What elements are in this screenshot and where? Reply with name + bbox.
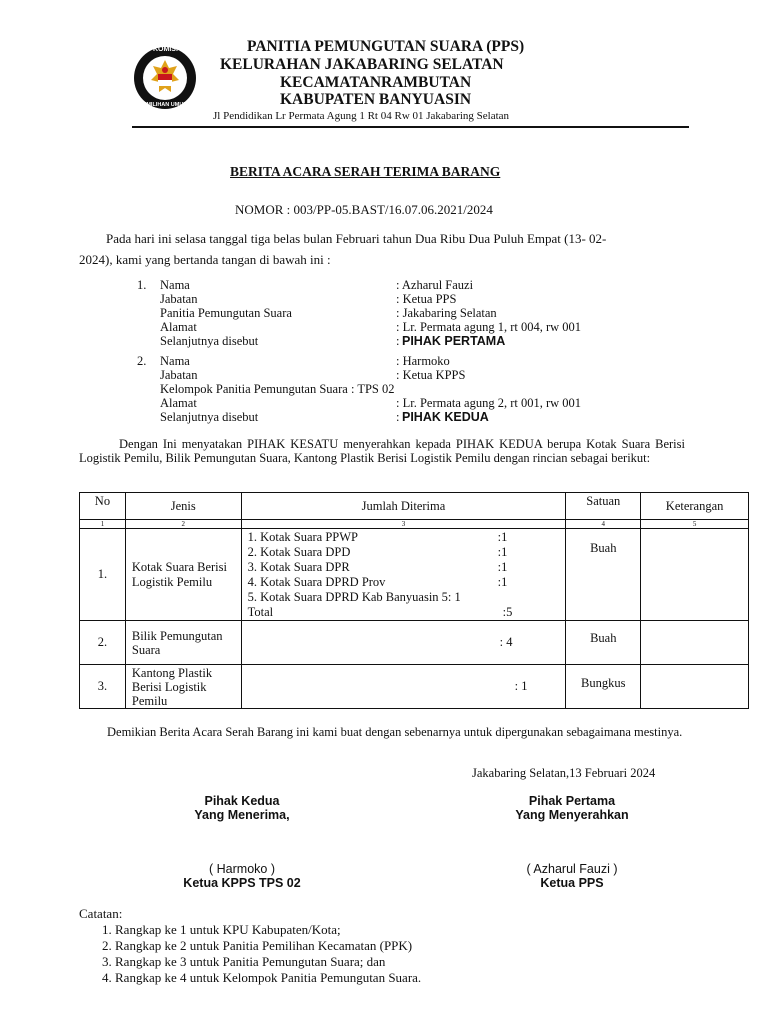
party1-value: : Ketua PPS (396, 292, 457, 306)
header-address: Jl Pendidikan Lr Permata Agung 1 Rt 04 Rw 01 Jakabaring Selatan (213, 110, 510, 122)
signature-right-sub: Yang Menyerahkan (515, 808, 629, 822)
row1-total-value: :5 (502, 605, 513, 619)
row3-satuan: Bungkus (566, 665, 641, 709)
logo-text-top: KOMISI (153, 46, 178, 53)
row1-item (248, 530, 560, 545)
logo-text-bottom: PEMILIHAN UMUM (139, 102, 188, 108)
party1-value: : Azharul Fauzi (396, 278, 474, 292)
signature-left-role: Ketua KPPS TPS 02 (183, 876, 301, 890)
row1-item-label: 4. Kotak Suara DPRD Prov (247, 575, 386, 589)
party2-alamat-value: : Lr. Permata agung 2, rt 001, rw 001 (396, 396, 582, 410)
row1-total-label: Total (247, 605, 274, 619)
table-row (80, 529, 749, 621)
notes-title: Catatan: (79, 906, 123, 921)
intro-line-1: Pada hari ini selasa tanggal tiga belas bulan Februari tahun Dua Ribu Dua Puluh Empat (13- 02- (106, 231, 607, 246)
party1-disebut-colon: : (396, 334, 400, 348)
row1-item (248, 575, 560, 590)
party1-label: Panitia Pemungutan Suara (160, 306, 292, 320)
row1-item-value: :1 (497, 545, 508, 559)
row1-item-label: 2. Kotak Suara DPD (247, 545, 351, 559)
party1-value: : Lr. Permata agung 1, rt 004, rw 001 (396, 320, 582, 334)
place-date: Jakabaring Selatan,13 Februari 2024 (472, 766, 656, 780)
row3-jenis: Kantong Plastik Berisi Logistik Pemilu (125, 665, 241, 709)
row1-item-label: 5. Kotak Suara DPRD Kab Banyuasin 5: 1 (247, 590, 461, 604)
row1-item-value: :1 (497, 530, 508, 544)
party2-disebut-label: Selanjutnya disebut (160, 410, 259, 424)
header-line-4: KABUPATEN BANYUASIN (280, 91, 472, 108)
row2-keterangan (641, 621, 749, 665)
row1-jenis: Kotak Suara Berisi Logistik Pemilu (125, 529, 241, 621)
signature-left-sub: Yang Menerima, (194, 808, 290, 822)
row1-item-value: :1 (497, 560, 508, 574)
kpu-logo (133, 44, 197, 112)
column-number: 4 (566, 520, 641, 529)
intro-line-2: 2024), kami yang bertanda tangan di bawah ini : (79, 252, 331, 267)
party2-number: 2. (137, 354, 147, 368)
row3-keterangan (641, 665, 749, 709)
row1-item (248, 560, 560, 575)
row2-no: 2. (80, 621, 126, 665)
header-satuan: Satuan (566, 493, 641, 520)
header-line-2: KELURAHAN JAKABARING SELATAN (220, 56, 504, 73)
table-row (80, 665, 749, 709)
header-no: No (80, 493, 126, 520)
column-number: 1 (80, 520, 126, 529)
row1-item-label: 3. Kotak Suara DPR (247, 560, 350, 574)
list-item: 4. Rangkap ke 4 untuk Kelompok Panitia Pemungutan Suara. (115, 970, 421, 986)
party1-disebut-label: Selanjutnya disebut (160, 334, 259, 348)
row2-jenis: Bilik Pemungutan Suara (125, 621, 241, 665)
closing-paragraph: Demikian Berita Acara Serah Barang ini kami buat dengan sebenarnya untuk dipergunakan sebagaimana mestinya. (107, 725, 683, 739)
party2-disebut-value: PIHAK KEDUA (402, 410, 489, 424)
row2-satuan: Buah (566, 621, 641, 665)
party1-label: Jabatan (160, 292, 198, 306)
party2-jabatan-value: : Ketua KPPS (396, 368, 466, 382)
party1-disebut-value: PIHAK PERTAMA (402, 334, 506, 348)
list-item: 3. Rangkap ke 3 untuk Panitia Pemungutan Suara; dan (115, 954, 421, 970)
header-jumlah: Jumlah Diterima (241, 493, 566, 520)
party2-disebut-colon: : (396, 410, 400, 424)
row3-jumlah: : 1 (241, 665, 566, 709)
items-table (79, 492, 749, 709)
row1-total (248, 605, 560, 620)
row1-item-value: :1 (497, 575, 508, 589)
document-number: NOMOR : 003/PP-05.BAST/16.07.06.2021/2024 (235, 202, 493, 217)
party1-label: Nama (160, 278, 190, 292)
row1-item (248, 590, 560, 605)
row1-keterangan (641, 529, 749, 621)
table-row (80, 621, 749, 665)
notes-list (79, 922, 421, 986)
party1-number: 1. (137, 278, 147, 292)
statement-paragraph: Dengan Ini menyatakan PIHAK KESATU menyerahkan kepada PIHAK KEDUA berupa Kotak Suara Berisi Logistik Pemilu, Bilik Pemungutan Suara, Kantong Plastik Berisi Logistik Pemilu dengan rincian sebagai berikut: (79, 437, 685, 465)
signature-right-name: ( Azharul Fauzi ) (526, 862, 618, 876)
header-jenis: Jenis (125, 493, 241, 520)
list-item: 2. Rangkap ke 2 untuk Panitia Pemilihan Kecamatan (PPK) (115, 938, 421, 954)
party2-nama-label: Nama (160, 354, 190, 368)
column-number: 3 (241, 520, 566, 529)
column-number: 5 (641, 520, 749, 529)
header-keterangan: Keterangan (641, 493, 749, 520)
row1-jumlah (241, 529, 566, 621)
party2-nama-value: : Harmoko (396, 354, 450, 368)
row1-item-label: 1. Kotak Suara PPWP (247, 530, 359, 544)
header-line-3: KECAMATANRAMBUTAN (280, 74, 472, 91)
party2-jabatan-label: Jabatan (160, 368, 198, 382)
row1-satuan: Buah (566, 529, 641, 621)
document-title: BERITA ACARA SERAH TERIMA BARANG (230, 164, 501, 179)
signature-left-title: Pihak Kedua (204, 794, 280, 808)
signature-right-title: Pihak Pertama (528, 794, 616, 808)
column-number: 2 (125, 520, 241, 529)
table-column-number-row (80, 520, 749, 529)
signature-left-name: ( Harmoko ) (209, 862, 275, 876)
row1-no: 1. (80, 529, 126, 621)
party2-kelompok: Kelompok Panitia Pemungutan Suara : TPS 02 (160, 382, 395, 396)
party2-alamat-label: Alamat (160, 396, 197, 410)
row1-item (248, 545, 560, 560)
table-header-row (80, 493, 749, 520)
party1-value: : Jakabaring Selatan (396, 306, 497, 320)
list-item: 1. Rangkap ke 1 untuk KPU Kabupaten/Kota; (115, 922, 421, 938)
signature-right-role: Ketua PPS (540, 876, 604, 890)
row2-jumlah: : 4 (241, 621, 566, 665)
header-divider (132, 126, 689, 128)
row3-no: 3. (80, 665, 126, 709)
party1-label: Alamat (160, 320, 197, 334)
header-line-1: PANITIA PEMUNGUTAN SUARA (PPS) (247, 38, 525, 55)
